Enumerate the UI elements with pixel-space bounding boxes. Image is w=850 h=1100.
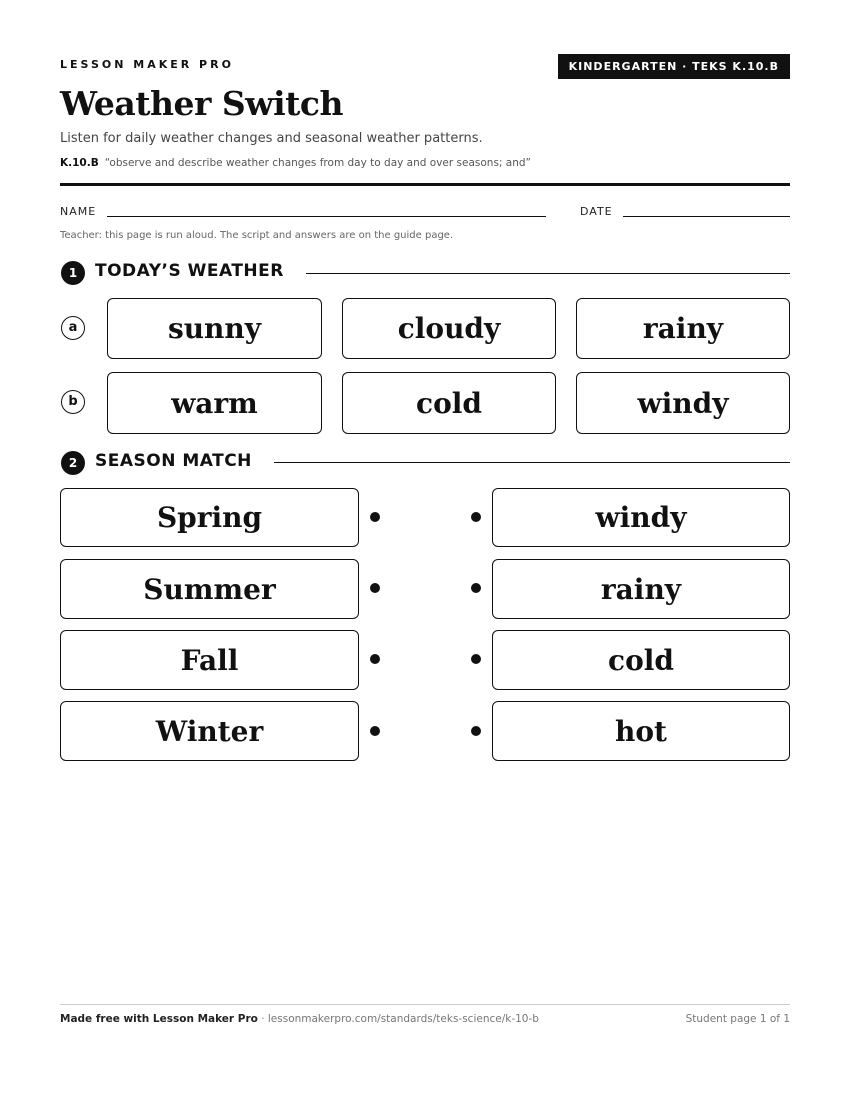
row-a-badge: a xyxy=(61,316,85,340)
header-divider xyxy=(60,183,790,186)
standard-text: “observe and describe weather changes from day to day and over seasons; and” xyxy=(104,157,531,169)
match-weather-windy[interactable]: windy xyxy=(492,488,790,547)
section-1-number: 1 xyxy=(61,261,85,285)
season-summer[interactable]: Summer xyxy=(60,559,359,619)
match-dot-right-1[interactable] xyxy=(471,512,481,522)
footer-url-link[interactable]: lessonmakerpro.com/standards/teks-science/k-10-b xyxy=(267,1013,539,1025)
section-2-number: 2 xyxy=(61,451,85,475)
footer-made-text: Made free with Lesson Maker Pro xyxy=(60,1013,258,1025)
match-dot-right-3[interactable] xyxy=(471,654,481,664)
weather-word-cloudy[interactable]: cloudy xyxy=(342,298,556,359)
match-dot-right-4[interactable] xyxy=(471,726,481,736)
section-2-title: SEASON MATCH xyxy=(95,451,252,471)
date-label: DATE xyxy=(580,205,613,218)
match-weather-rainy[interactable]: rainy xyxy=(492,559,790,619)
grade-standard-badge: KINDERGARTEN · TEKS K.10.B xyxy=(558,54,790,79)
season-winter[interactable]: Winter xyxy=(60,701,359,761)
footer-separator: · xyxy=(257,1013,268,1025)
section-1-rule xyxy=(306,273,790,274)
footer-page-number: Student page 1 of 1 xyxy=(685,1013,790,1025)
match-weather-cold[interactable]: cold xyxy=(492,630,790,690)
weather-word-warm[interactable]: warm xyxy=(107,372,322,434)
footer-credit xyxy=(60,1013,539,1025)
weather-word-cold[interactable]: cold xyxy=(342,372,556,434)
weather-word-windy[interactable]: windy xyxy=(576,372,790,434)
match-dot-left-1[interactable] xyxy=(370,512,380,522)
match-dot-left-4[interactable] xyxy=(370,726,380,736)
section-1-title: TODAY’S WEATHER xyxy=(95,261,284,281)
season-fall[interactable]: Fall xyxy=(60,630,359,690)
match-dot-left-2[interactable] xyxy=(370,583,380,593)
standard-code: K.10.B xyxy=(60,157,99,169)
brand-name: LESSON MAKER PRO xyxy=(60,58,234,71)
weather-word-rainy[interactable]: rainy xyxy=(576,298,790,359)
match-dot-right-2[interactable] xyxy=(471,583,481,593)
name-field[interactable] xyxy=(107,216,546,217)
name-label: NAME xyxy=(60,205,97,218)
date-field[interactable] xyxy=(623,216,790,217)
page-subtitle: Listen for daily weather changes and seasonal weather patterns. xyxy=(60,131,483,146)
match-dot-left-3[interactable] xyxy=(370,654,380,664)
page-title: Weather Switch xyxy=(60,84,343,123)
season-spring[interactable]: Spring xyxy=(60,488,359,547)
weather-word-sunny[interactable]: sunny xyxy=(107,298,322,359)
match-weather-hot[interactable]: hot xyxy=(492,701,790,761)
footer-divider xyxy=(60,1004,790,1005)
standard-line xyxy=(60,157,531,169)
section-2-rule xyxy=(274,462,790,463)
row-b-badge: b xyxy=(61,390,85,414)
teacher-note: Teacher: this page is run aloud. The script and answers are on the guide page. xyxy=(60,230,454,241)
